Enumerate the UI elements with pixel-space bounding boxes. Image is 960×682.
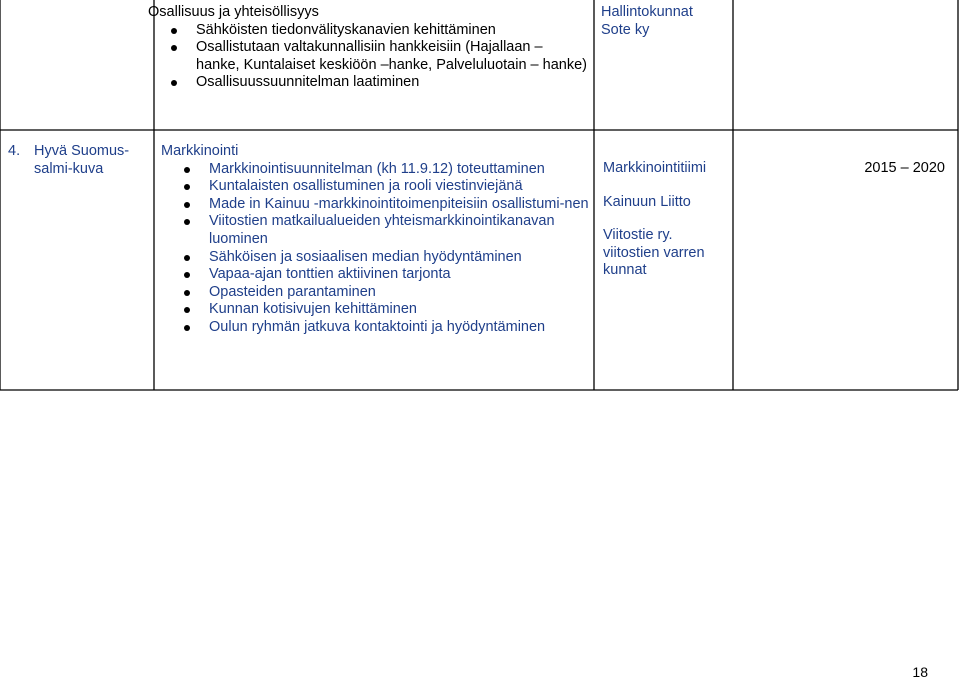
list-item: Osallisuussuunnitelman laatiminen [148,74,588,92]
list-item: Kunnan kotisivujen kehittäminen [161,301,591,319]
timeline-value: 2015 – 2020 [864,160,945,176]
responsible-cell-row2 [603,160,721,280]
osallisuus-cell [148,4,588,92]
responsible-line: Sote ky [601,21,650,38]
goal-line-1 [8,143,146,161]
responsible-line: kunnat [603,262,647,279]
responsible-line: Viitostie ry. [603,227,673,244]
markkinointi-list [161,161,591,337]
list-item: Viitostien matkailualueiden yhteismarkkinointikanavan luominen [161,213,591,248]
goal-cell [8,143,146,178]
responsible-line: viitostien varren [603,244,705,261]
list-item: Markkinointisuunnitelman (kh 11.9.12) toteuttaminen [161,161,591,179]
list-item: Opasteiden parantaminen [161,284,591,302]
list-item: Osallistutaan valtakunnallisiin hankkeisiin (Hajallaan – hanke, Kuntalaiset keskiöön –hanke, Palveluluotain – hanke) [148,39,588,74]
responsible-line: Markkinointitiimi [603,160,707,176]
list-item: Made in Kainuu -markkinointitoimenpiteisiin osallistumi-nen [161,196,591,214]
responsible-line: Hallintokunnat [601,4,693,20]
goal-title-part2: salmi-kuva [34,160,104,177]
list-item: Sähköisten tiedonvälityskanavien kehittäminen [148,22,588,40]
list-item: Kuntalaisten osallistuminen ja rooli viestinviejänä [161,178,591,196]
page-number: 18 [912,664,928,680]
goal-title-part1: Hyvä Suomus- [34,143,130,159]
markkinointi-cell [161,143,591,337]
responsible-line: Kainuun Liitto [603,193,691,210]
list-item: Sähköisen ja sosiaalisen median hyödyntäminen [161,249,591,267]
responsible-cell-row1 [601,4,721,39]
goal-number: 4. [8,143,21,159]
timeline-cell [830,160,945,178]
osallisuus-list [148,22,588,92]
markkinointi-title: Markkinointi [161,143,239,159]
osallisuus-title: Osallisuus ja yhteisöllisyys [148,4,319,20]
list-item: Oulun ryhmän jatkuva kontaktointi ja hyödyntäminen [161,319,591,337]
list-item: Vapaa-ajan tonttien aktiivinen tarjonta [161,266,591,284]
